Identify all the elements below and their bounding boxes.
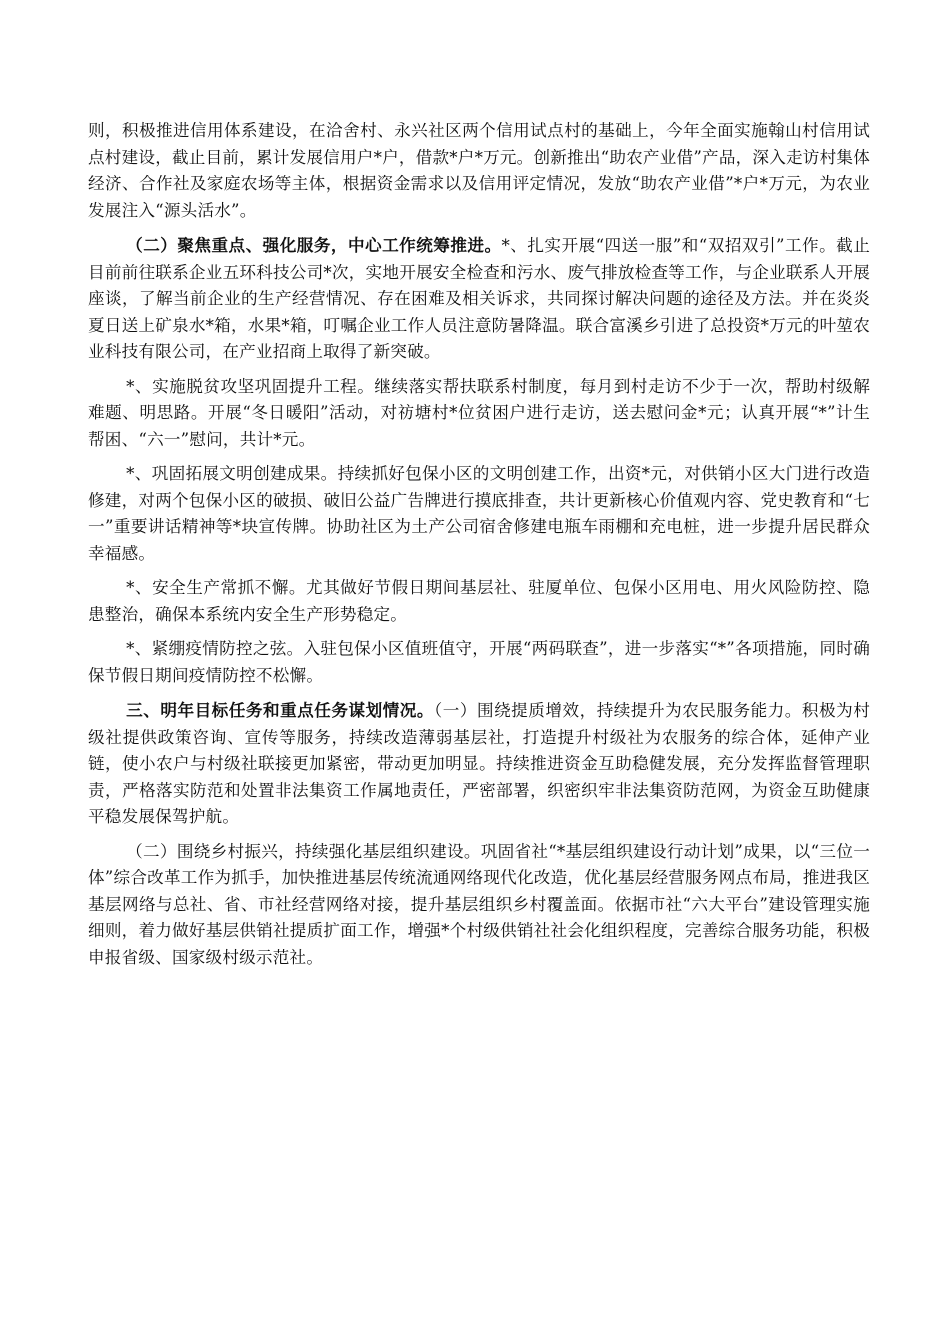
paragraph-text: *、巩固拓展文明创建成果。持续抓好包保小区的文明创建工作，出资*元，对供销小区大门进行改造修建，对两个包保小区的破损、破旧公益广告牌进行摸底排查，共计更新核心价值观内容、党史教育和“七一”重要讲话精神等*块宣传牌。协助社区为土产公司宿舍修建电瓶车雨棚和充电桩，进一步提升居民群众幸福感。 (88, 464, 870, 563)
section-heading: 三、明年目标任务和重点任务谋划情况。 (126, 700, 434, 720)
section-heading: （二）聚焦重点、强化服务，中心工作统筹推进。 (126, 235, 502, 255)
paragraph-text: （一）围绕提质增效，持续提升为农民服务能力。积极为村级社提供政策咨询、宣传等服务，持续改造薄弱基层社，打造提升村级社为农服务的综合体，延伸产业链，使小农户与村级社联接更加紧密，带动更加明显。持续推进资金互助稳健发展，充分发挥监督管理职责，严格落实防范和处置非法集资工作属地责任，严密部署，织密织牢非法集资防范网，为资金互助健康平稳发展保驾护航。 (88, 701, 870, 826)
paragraph-text: *、实施脱贫攻坚巩固提升工程。继续落实帮扶联系村制度，每月到村走访不少于一次，帮助村级解难题、明思路。开展“冬日暖阳”活动，对祊塘村*位贫困户进行走访，送去慰问金*元；认真开展“*”计生帮困、“六一”慰问，共计*元。 (88, 376, 870, 449)
document-page (88, 118, 870, 979)
paragraph-poverty-alleviation (88, 374, 870, 454)
paragraph-safety (88, 575, 870, 628)
paragraph-central-work (88, 232, 870, 366)
paragraph-text: （二）围绕乡村振兴，持续强化基层组织建设。巩固省社“*基层组织建设行动计划”成果，以“三位一体”综合改革工作为抓手，加快推进基层传统流通网络现代化改造，优化基层经营服务网点布局，推进我区基层网络与总社、省、市社经营网络对接，提升基层组织乡村覆盖面。依据市社“六大平台”建设管理实施细则，着力做好基层供销社提质扩面工作，增强*个村级供销社社会化组织程度，完善综合服务功能，积极申报省级、国家级村级示范社。 (88, 841, 870, 967)
paragraph-epidemic (88, 636, 870, 689)
paragraph-text: *、紧绷疫情防控之弦。入驻包保小区值班值守，开展“两码联查”，进一步落实“*”各项措施，同时确保节假日期间疫情防控不松懈。 (88, 639, 870, 685)
paragraph-text: 则，积极推进信用体系建设，在洽舍村、永兴社区两个信用试点村的基础上，今年全面实施翰山村信用试点村建设，截止目前，累计发展信用户*户，借款*户*万元。创新推出“助农产业借”产品，深入走访村集体经济、合作社及家庭农场等主体，根据资金需求以及信用评定情况，发放“助农产业借”*户*万元，为农业发展注入“源头活水”。 (88, 121, 870, 220)
paragraph-text: *、安全生产常抓不懈。尤其做好节假日期间基层社、驻厦单位、包保小区用电、用火风险防控、隐患整治，确保本系统内安全生产形势稳定。 (88, 578, 870, 624)
paragraph-rural-revitalization (88, 839, 870, 972)
paragraph-credit-system (88, 118, 870, 224)
paragraph-next-year-goals (88, 697, 870, 831)
paragraph-civilization (88, 461, 870, 567)
paragraph-text: *、扎实开展“四送一服”和“双招双引”工作。截止目前前往联系企业五环科技公司*次，实地开展安全检查和污水、废气排放检查等工作，与企业联系人开展座谈，了解当前企业的生产经营情况、存在困难及相关诉求，共同探讨解决问题的途径及方法。并在炎炎夏日送上矿泉水*箱，水果*箱，叮嘱企业工作人员注意防暑降温。联合富溪乡引进了总投资*万元的叶堃农业科技有限公司，在产业招商上取得了新突破。 (88, 236, 870, 361)
